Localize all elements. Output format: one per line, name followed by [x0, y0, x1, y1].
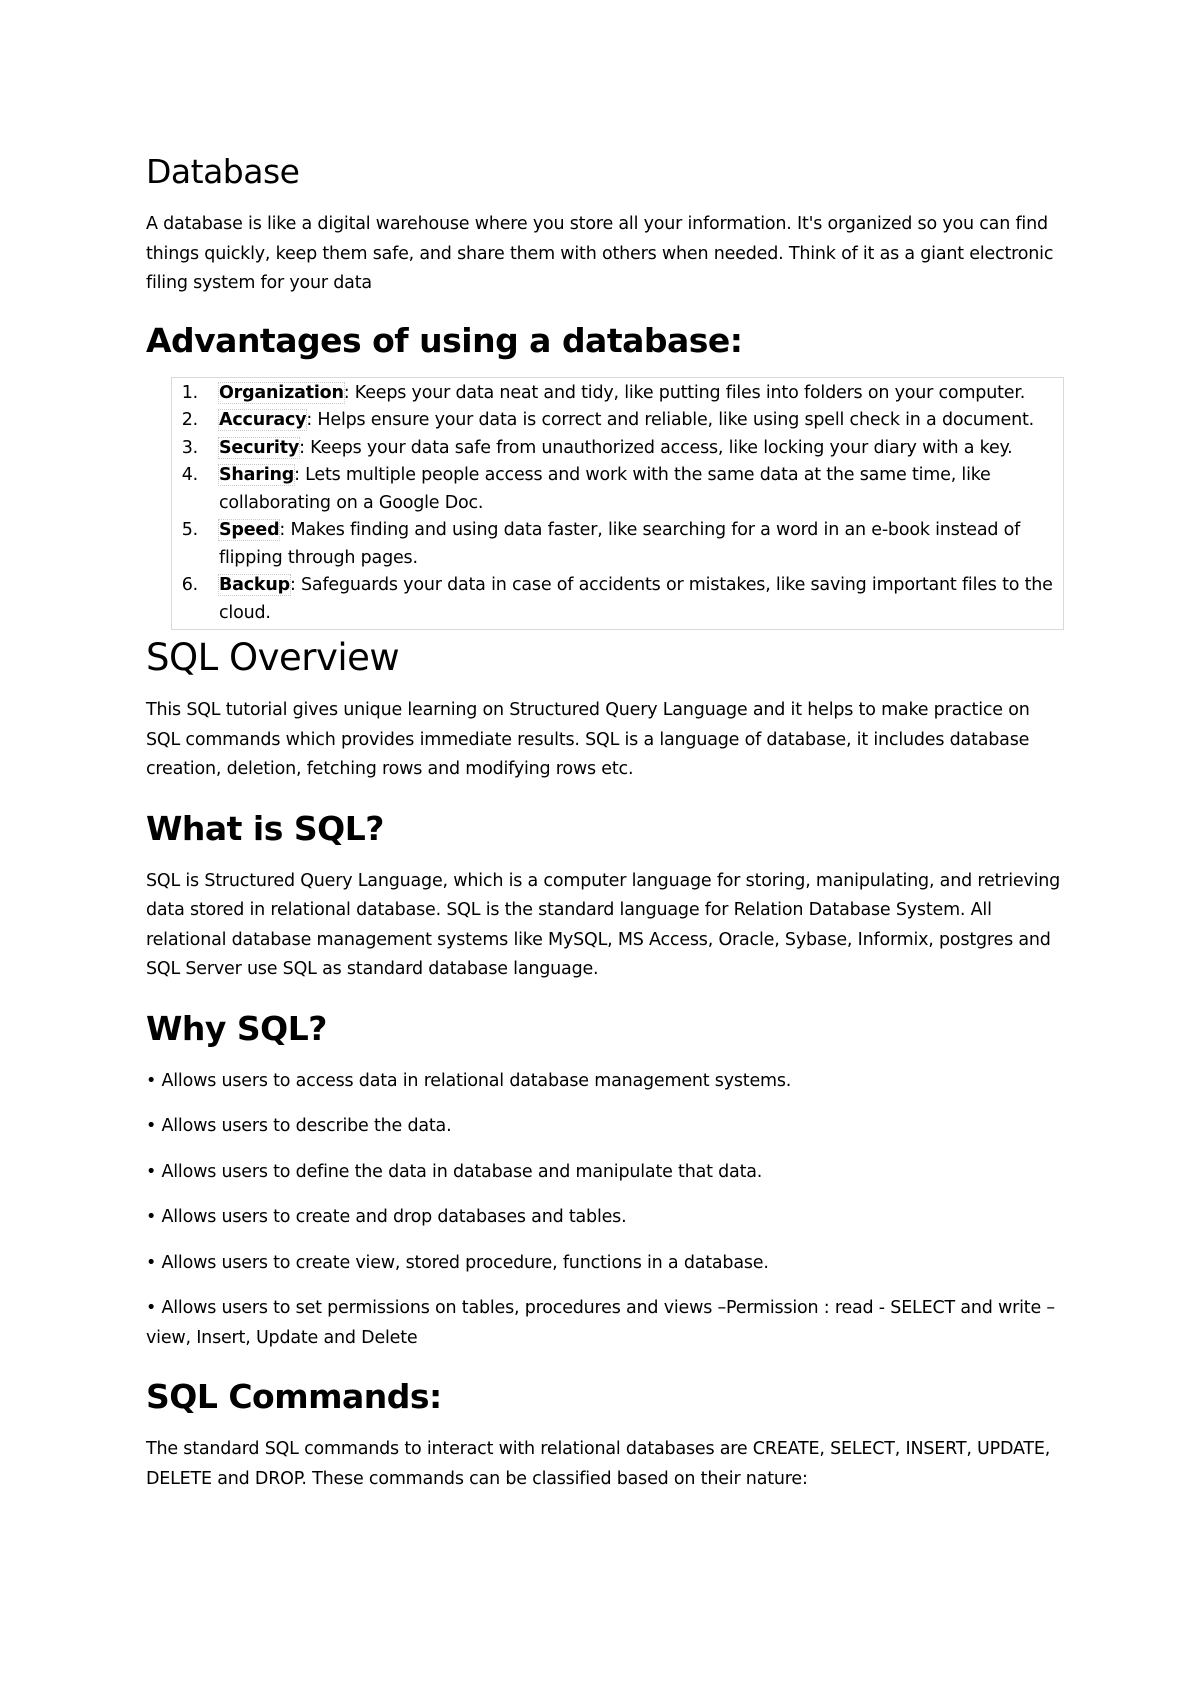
- list-number: 6.: [181, 575, 198, 595]
- list-term: Organization: [219, 382, 344, 403]
- heading-database: Database: [146, 152, 300, 191]
- bullet-item: • Allows users to access data in relational database management systems.: [146, 1070, 792, 1091]
- why-sql-bullets: [146, 1067, 1066, 1354]
- bullet-item: • Allows users to describe the data.: [146, 1116, 452, 1136]
- list-term: Backup: [219, 575, 290, 595]
- list-term: Speed: [219, 520, 280, 540]
- list-term: Security: [219, 437, 300, 458]
- list-text: : Lets multiple people access and work with the same data at the same time, like collaborating on a Google Doc.: [219, 465, 991, 513]
- list-item: [172, 380, 1057, 408]
- list-number: 4.: [181, 465, 198, 485]
- list-item: [172, 435, 1057, 463]
- list-text: : Helps ensure your data is correct and reliable, like using spell check in a document.: [306, 410, 1034, 430]
- paragraph-sql-commands: The standard SQL commands to interact with relational databases are CREATE, SELECT, INSERT, UPDATE, DELETE and DROP. These commands can be classified based on their nature:: [146, 1439, 1051, 1489]
- paragraph-database: A database is like a digital warehouse where you store all your information. It's organized so you can find things quickly, keep them safe, and share them with others when needed. Think of it as a giant electronic filing system for your data: [146, 214, 1054, 293]
- heading-sql-commands: SQL Commands:: [146, 1377, 442, 1416]
- list-item: [172, 462, 1057, 517]
- paragraph-what-is-sql: SQL is Structured Query Language, which is a computer language for storing, manipulating, and retrieving data stored in relational database. SQL is the standard language for Relation Database System. All relational database management systems like MySQL, MS Access, Oracle, Sybase, Informix, postgres and SQL Server use SQL as standard database language.: [146, 870, 1061, 979]
- list-item: [172, 407, 1057, 435]
- heading-why-sql: Why SQL?: [146, 1008, 327, 1048]
- list-term: Accuracy: [219, 410, 307, 430]
- bullet-item: • Allows users to create and drop databases and tables.: [146, 1207, 627, 1227]
- list-text: : Makes finding and using data faster, like searching for a word in an e-book instead of flipping through pages.: [219, 520, 1021, 568]
- list-term: Sharing: [219, 465, 295, 485]
- heading-sql-overview: SQL Overview: [146, 636, 400, 679]
- list-text: : Safeguards your data in case of accidents or mistakes, like saving important files to the cloud.: [219, 575, 1053, 623]
- bullet-item: • Allows users to define the data in database and manipulate that data.: [146, 1161, 763, 1182]
- list-number: 5.: [181, 520, 198, 540]
- list-number: 2.: [181, 410, 198, 430]
- list-number: 3.: [181, 437, 198, 458]
- paragraph-sql-overview: This SQL tutorial gives unique learning on Structured Query Language and it helps to make practice on SQL commands which provides immediate results. SQL is a language of database, it includes database creation, deletion, fetching rows and modifying rows etc.: [146, 700, 1030, 779]
- bullet-item: • Allows users to set permissions on tables, procedures and views –Permission : read - SELECT and write – view, Insert, Update and Delete: [146, 1298, 1055, 1348]
- advantages-list: [172, 380, 1057, 628]
- list-item: [172, 517, 1057, 572]
- list-item: [172, 572, 1057, 627]
- list-text: : Keeps your data neat and tidy, like putting files into folders on your computer.: [343, 382, 1026, 403]
- list-text: : Keeps your data safe from unauthorized access, like locking your diary with a key.: [299, 437, 1013, 458]
- bullet-item: • Allows users to create view, stored procedure, functions in a database.: [146, 1252, 769, 1273]
- advantages-list-box: [171, 377, 1064, 631]
- heading-advantages: Advantages of using a database:: [146, 320, 743, 360]
- document-page: [146, 150, 1066, 1494]
- heading-what-is-sql: What is SQL?: [146, 808, 384, 848]
- list-number: 1.: [181, 382, 198, 403]
